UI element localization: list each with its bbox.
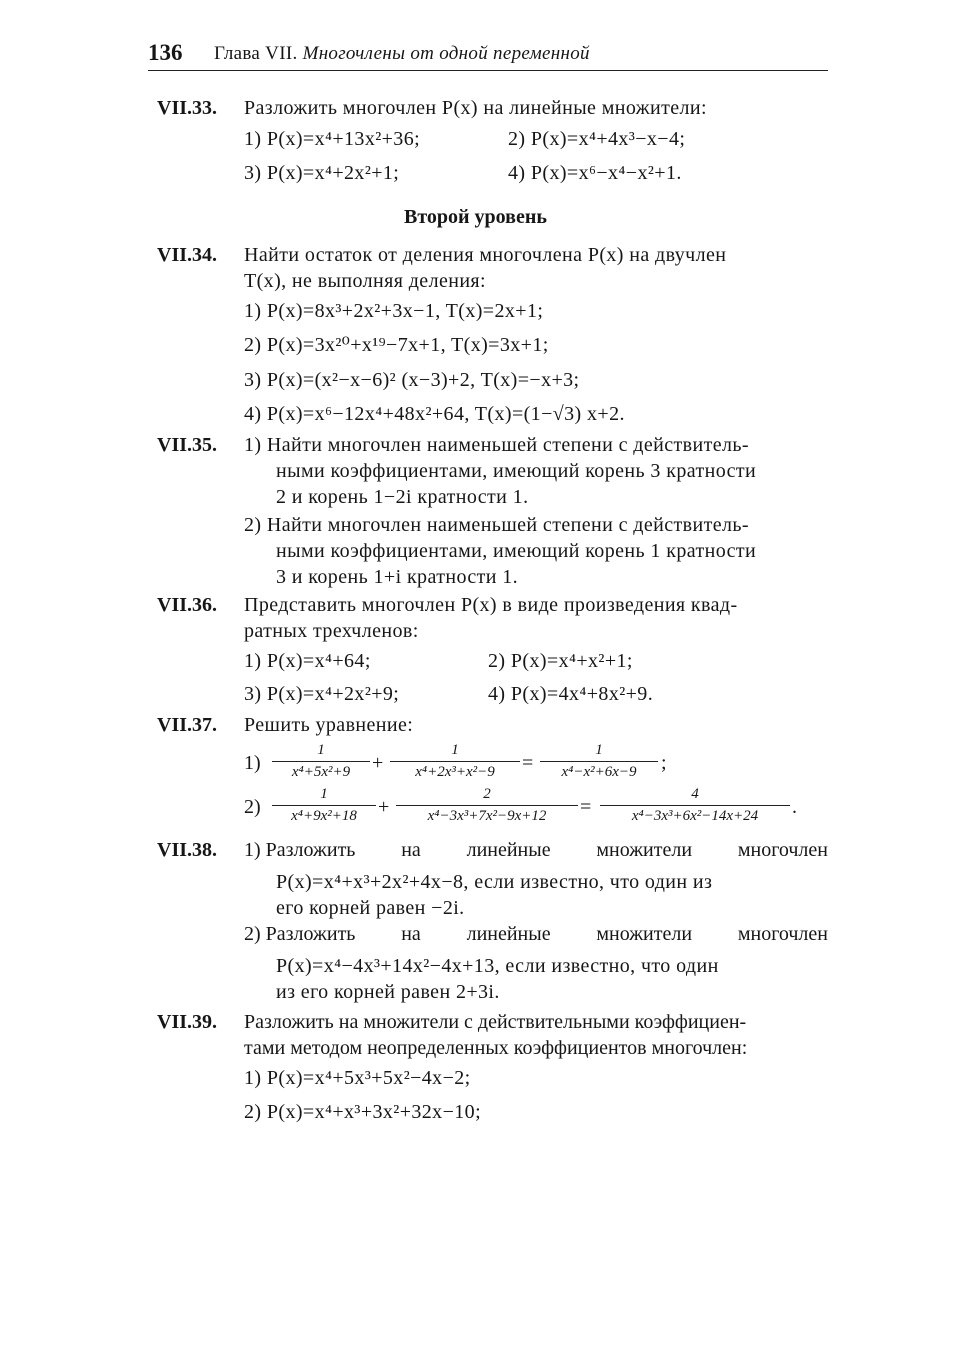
denominator: x⁴−x²+6x−9 (540, 761, 658, 781)
page-number: 136 (148, 40, 183, 65)
chapter-title: Многочлены от одной переменной (302, 43, 590, 64)
problem-text: Представить многочлен P(x) в виде произведения квад- (244, 594, 738, 616)
punctuation: ; (661, 752, 667, 774)
problem-number: VII.36. (157, 594, 218, 616)
denominator: x⁴+5x²+9 (272, 761, 370, 781)
denominator: x⁴−3x³+6x²−14x+24 (600, 805, 790, 825)
item: 1) P(x)=x⁴+64; (244, 650, 371, 672)
problem-number: VII.38. (157, 839, 218, 861)
numerator: 2 (483, 786, 491, 802)
item: 2) P(x)=x⁴+x²+1; (488, 650, 633, 672)
word: многочлен (737, 923, 828, 945)
word: линейные (466, 839, 551, 861)
word: на (401, 839, 421, 861)
problem-text: P(x)=x⁴−4x³+14x²−4x+13, если известно, что один (276, 955, 719, 977)
denominator: x⁴+2x³+x²−9 (390, 761, 520, 781)
problem-text: P(x)=x⁴+x³+2x²+4x−8, если известно, что один из (276, 871, 713, 893)
equation-label: 1) (244, 752, 261, 774)
word: 2) Разложить (244, 923, 356, 945)
problem-number: VII.34. (157, 244, 218, 266)
numerator: 1 (595, 742, 603, 758)
numerator: 4 (691, 786, 699, 802)
item: 1) P(x)=x⁴+13x²+36; (244, 128, 421, 150)
fraction (390, 742, 520, 781)
item: 3) P(x)=x⁴+2x²+9; (244, 683, 400, 705)
justified-line (244, 840, 828, 860)
problem-text: 3 и корень 1+i кратности 1. (276, 566, 519, 588)
item: 4) P(x)=4x⁴+8x²+9. (488, 683, 654, 705)
operator: = (522, 752, 534, 774)
problem-text: ратных трехчленов: (244, 620, 419, 642)
fraction (396, 786, 578, 825)
word: линейные (466, 923, 551, 945)
word: множители (596, 923, 693, 945)
operator: + (372, 752, 384, 774)
problem-number: VII.35. (157, 434, 218, 456)
word: на (401, 923, 421, 945)
problem-text: тами методом неопределенных коэффициентов многочлен: (244, 1037, 748, 1059)
operator: + (378, 796, 390, 818)
denominator: x⁴−3x³+7x²−9x+12 (396, 805, 578, 825)
problem-text: 1) Найти многочлен наименьшей степени с действитель- (244, 434, 749, 456)
problem-text: из его корней равен 2+3i. (276, 981, 500, 1003)
operator: = (580, 796, 592, 818)
numerator: 1 (320, 786, 328, 802)
word: многочлен (737, 839, 828, 861)
problem-text: Разложить многочлен P(x) на линейные множители: (244, 97, 707, 119)
running-title (214, 43, 590, 65)
problem-text: Разложить на множители с действительными коэффициен- (244, 1011, 747, 1033)
word: 1) Разложить (244, 839, 356, 861)
fraction (272, 742, 370, 781)
numerator: 1 (317, 742, 325, 758)
page-header (148, 40, 828, 71)
fraction (272, 786, 376, 825)
problem-text: ными коэффициентами, имеющий корень 1 кратности (276, 540, 757, 562)
item: 4) P(x)=x⁶−12x⁴+48x²+64, T(x)=(1−√3) x+2. (244, 403, 625, 425)
item: 2) P(x)=x⁴+x³+3x²+32x−10; (244, 1101, 482, 1123)
problem-text: Решить уравнение: (244, 714, 414, 736)
justified-line (244, 924, 828, 944)
problem-number: VII.37. (157, 714, 218, 736)
problem-text: ными коэффициентами, имеющий корень 3 кратности (276, 460, 757, 482)
equation-label: 2) (244, 796, 261, 818)
item: 1) P(x)=x⁴+5x³+5x²−4x−2; (244, 1067, 471, 1089)
fraction (540, 742, 658, 781)
problem-text: 2) Найти многочлен наименьшей степени с действитель- (244, 514, 749, 536)
numerator: 1 (451, 742, 459, 758)
punctuation: . (792, 796, 797, 818)
problem-text: его корней равен −2i. (276, 897, 465, 919)
item: 3) P(x)=(x²−x−6)² (x−3)+2, T(x)=−x+3; (244, 369, 580, 391)
problem-number: VII.33. (157, 97, 218, 119)
chapter-label: Глава VII. (214, 43, 298, 64)
problem-number: VII.39. (157, 1011, 218, 1033)
problem-text: Найти остаток от деления многочлена P(x) на двучлен (244, 244, 727, 266)
denominator: x⁴+9x²+18 (272, 805, 376, 825)
word: множители (596, 839, 693, 861)
item: 2) P(x)=x⁴+4x³−x−4; (508, 128, 686, 150)
section-title: Второй уровень (404, 206, 547, 228)
item: 4) P(x)=x⁶−x⁴−x²+1. (508, 162, 682, 184)
problem-text: T(x), не выполняя деления: (244, 270, 486, 292)
item: 1) P(x)=8x³+2x²+3x−1, T(x)=2x+1; (244, 300, 544, 322)
item: 2) P(x)=3x²⁰+x¹⁹−7x+1, T(x)=3x+1; (244, 334, 549, 356)
item: 3) P(x)=x⁴+2x²+1; (244, 162, 400, 184)
problem-text: 2 и корень 1−2i кратности 1. (276, 486, 529, 508)
fraction (600, 786, 790, 825)
